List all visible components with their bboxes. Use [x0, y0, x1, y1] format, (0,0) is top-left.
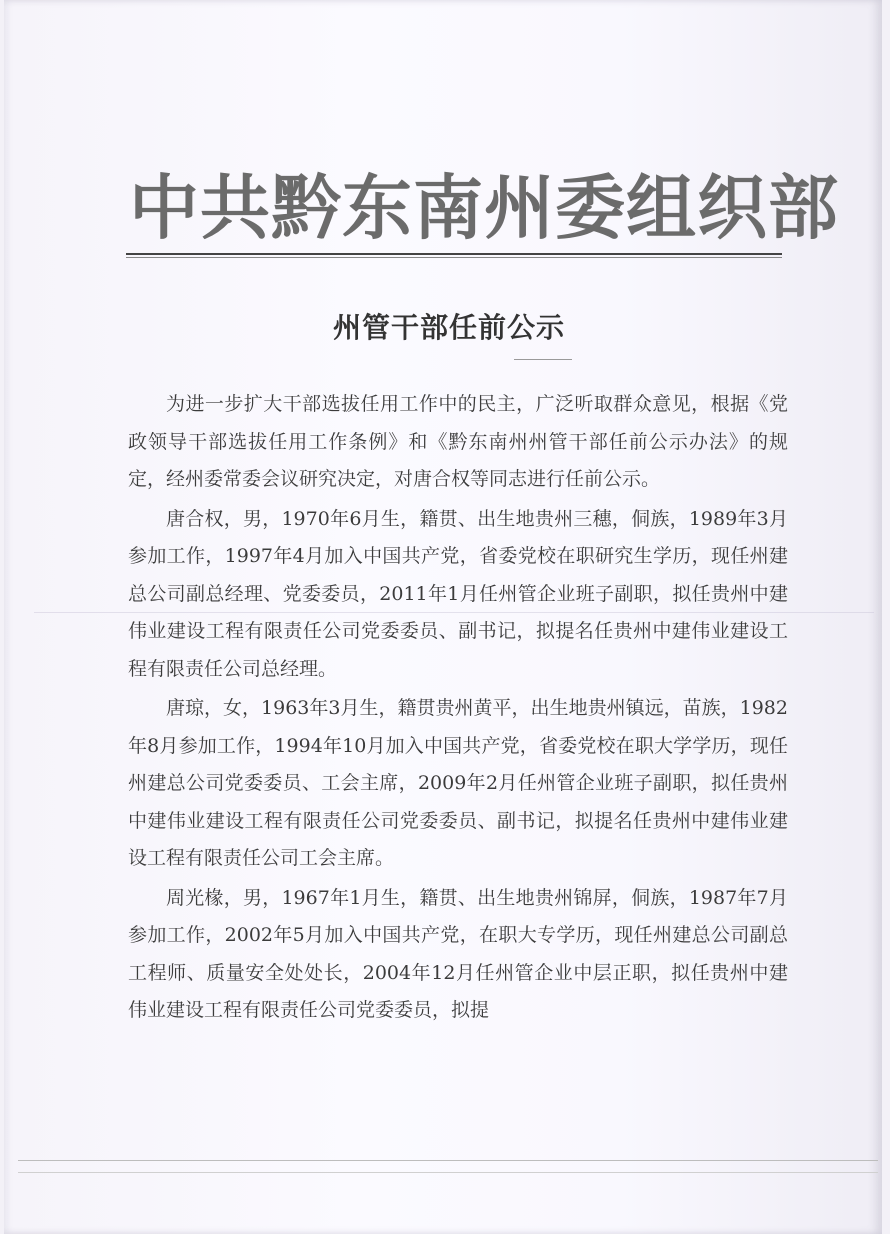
candidate-paragraph-tang-hequan: 唐合权，男，1970年6月生，籍贯、出生地贵州三穗，侗族，1989年3月参加工作，1997年4月加入中国共产党，省委党校在职研究生学历，现任州建总公司副总经理、党委委员，2011年1月任州管企业班子副职，拟任贵州中建伟业建设工程有限责任公司党委委员、副书记，拟提名任贵州中建伟业建设工程有限责任公司总经理。 [128, 507, 788, 680]
candidate-paragraph-tang-qiong: 唐琼，女，1963年3月生，籍贯贵州黄平，出生地贵州镇远，苗族，1982年8月参加工作，1994年10月加入中国共产党，省委党校在职大学学历，现任州建总公司党委委员、工会主席，2009年2月任州管企业班子副职，拟任贵州中建伟业建设工程有限责任公司党委委员、副书记，拟提名任贵州中建伟业建设工程有限责任公司工会主席。 [128, 697, 788, 869]
header-rule-line [126, 253, 782, 258]
document-page [4, 0, 882, 1234]
bottom-rule-line [18, 1160, 878, 1161]
notice-body [128, 386, 788, 1032]
intro-paragraph: 为进一步扩大干部选拔任用工作中的民主，广泛听取群众意见，根据《党政领导干部选拔任用工作条例》和《黔东南州州管干部任前公示办法》的规定，经州委常委会议研究决定，对唐合权等同志进行任前公示。 [128, 393, 788, 490]
candidate-paragraph-zhou-guangchuan: 周光椽，男，1967年1月生，籍贯、出生地贵州锦屏，侗族，1987年7月参加工作，2002年5月加入中国共产党，在职大专学历，现任州建总公司副总工程师、质量安全处处长，2004年12月任州管企业中层正职，拟任贵州中建伟业建设工程有限责任公司党委委员，拟提 [128, 886, 788, 1021]
notice-title: 州管干部任前公示 [332, 311, 565, 344]
issuing-organization-header: 中共黔东南州委组织部 [129, 167, 839, 249]
title-underline [514, 359, 572, 360]
bottom-rule-line-secondary [18, 1172, 878, 1173]
